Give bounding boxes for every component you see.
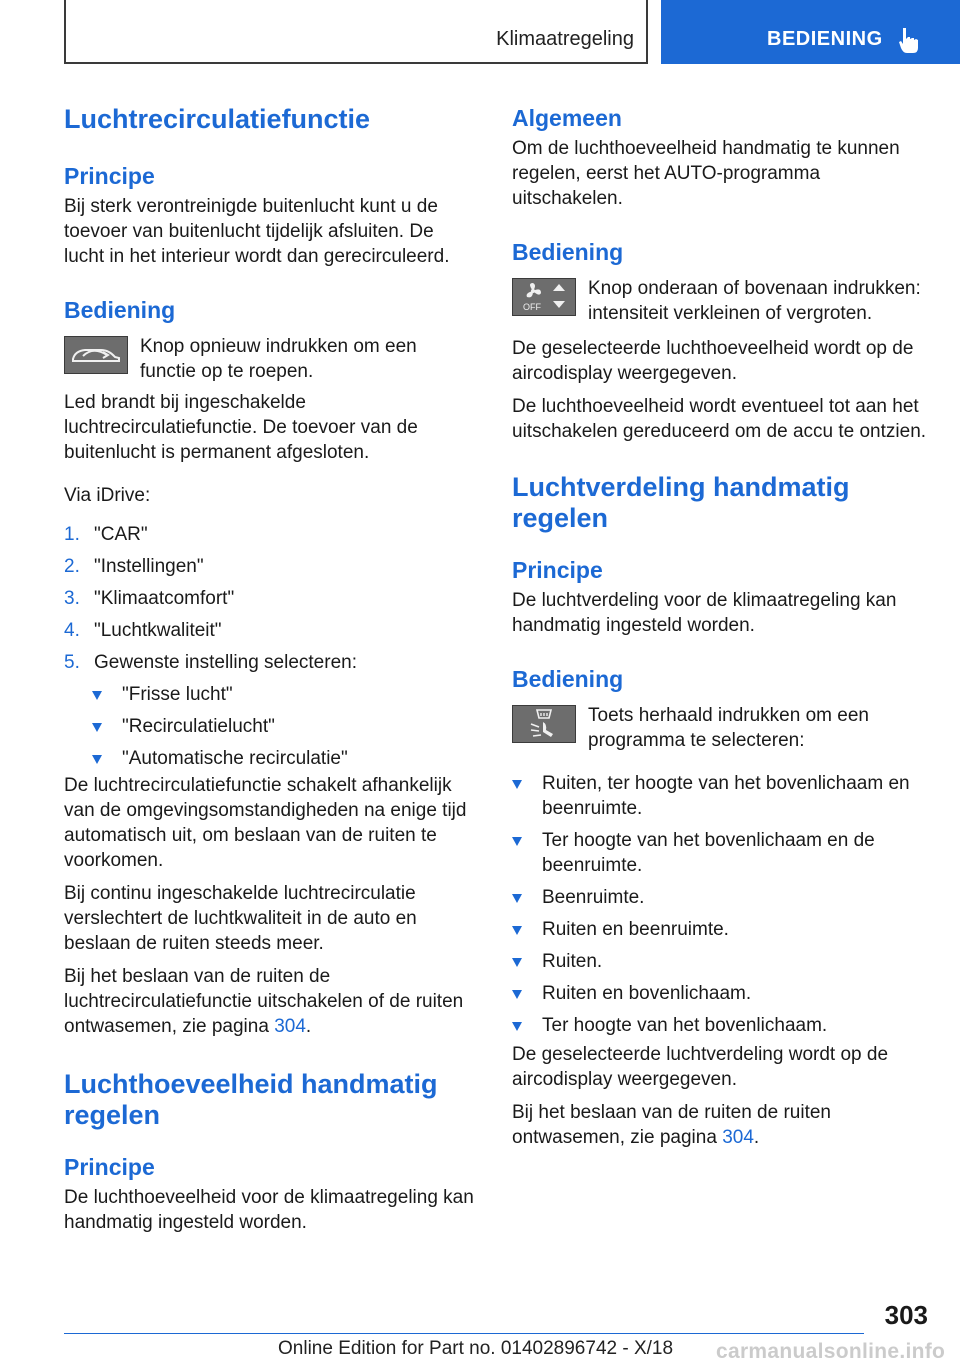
watermark: carmanualsonline.info (716, 1340, 946, 1363)
subheading-bediening-distribution: Bediening (512, 666, 624, 692)
fan-off-label: OFF (523, 302, 541, 312)
distribution-control (512, 703, 928, 759)
list-item: 3. "Klimaatcomfort" (64, 588, 235, 609)
list-item: 1. "CAR" (64, 524, 148, 545)
bullet-triangle-icon (92, 691, 102, 700)
section-title-recirculation: Luchtrecirculatiefunctie (64, 104, 371, 134)
list-item: Ruiten, ter hoogte van het bovenlichaam en beenruimte. (512, 771, 928, 821)
left-column (64, 98, 476, 1235)
list-item: Ruiten en bovenlichaam. (512, 981, 928, 1006)
bullet-triangle-icon (512, 780, 522, 789)
list-item: 2. "Instellingen" (64, 556, 204, 577)
air-distribution-button-icon (512, 705, 576, 743)
distribution-display-text: De geselecteerde luchtverdeling wordt op de aircodisplay weergegeven. (512, 1044, 889, 1090)
subheading-principe-2: Principe (64, 1154, 155, 1180)
program-list (512, 771, 928, 1038)
recirculation-control (64, 334, 476, 390)
list-item: Beenruimte. (512, 885, 928, 910)
subheading-bediening: Bediening (64, 297, 176, 323)
recirculation-button-icon (64, 336, 128, 374)
bullet-triangle-icon (512, 958, 522, 967)
subheading-bediening-fan: Bediening (512, 239, 624, 265)
distribution-button-text: Toets herhaald indrukken om een programma te selecteren: (588, 705, 869, 751)
led-text: Led brandt bij ingeschakelde luchtrecirculatiefunctie. De toevoer van de buitenlucht is permanent afgesloten. (64, 392, 418, 463)
footer-edition-text: Online Edition for Part no. 01402896742 - X/18 (278, 1338, 674, 1359)
page-number: 303 (884, 1300, 928, 1330)
list-item: Ter hoogte van het bovenlichaam en de beenruimte. (512, 828, 928, 878)
bullet-triangle-icon (512, 926, 522, 935)
page-link[interactable]: 304 (274, 1016, 306, 1037)
subheading-algemeen: Algemeen (512, 105, 622, 131)
list-item: "Frisse lucht" (64, 682, 476, 707)
auto-off-text: De luchtrecirculatiefunctie schakelt afhankelijk van de omgevingsomstandigheden na enige tijd automatisch uit, om beslaan van de ruiten te voorkomen. (64, 775, 467, 871)
fan-control (512, 276, 928, 332)
idrive-steps (64, 522, 476, 675)
idrive-text: Via iDrive: (64, 485, 151, 506)
section-title-air-distribution: Luchtverdeling handmatig regelen (512, 472, 850, 533)
bullet-triangle-icon (92, 755, 102, 764)
footer-divider (64, 1333, 864, 1334)
recirculation-button-text: Knop opnieuw indrukken om een functie op te roepen. (140, 336, 417, 382)
list-item: "Recirculatielucht" (64, 714, 476, 739)
fan-reduce-text: De luchthoeveelheid wordt eventueel tot aan het uitschakelen gereduceerd om de accu te ontzien. (512, 396, 927, 442)
principe-text: Bij sterk verontreinigde buitenlucht kunt u de toevoer van buitenlucht tijdelijk afsluiten. De lucht in het interieur wordt dan gerecirculeerd. (64, 196, 450, 267)
header-chapter-tab[interactable] (661, 0, 960, 64)
list-item: Ruiten en beenruimte. (512, 917, 928, 942)
fan-button-icon (512, 278, 576, 316)
list-item: Ter hoogte van het bovenlichaam. (512, 1013, 928, 1038)
bullet-triangle-icon (512, 1022, 522, 1031)
list-item: Ruiten. (512, 949, 928, 974)
continuous-text: Bij continu ingeschakelde luchtrecirculatie verslechtert de luchtkwaliteit in de auto en beslaan de ruiten steeds meer. (64, 883, 417, 954)
principe-text-3: De luchtverdeling voor de klimaatregeling kan handmatig ingesteld worden. (512, 590, 897, 636)
section-title-air-quantity: Luchthoeveelheid handmatig regelen (64, 1069, 438, 1130)
page-link[interactable]: 304 (722, 1127, 754, 1148)
right-column (512, 98, 928, 1150)
bullet-triangle-icon (512, 894, 522, 903)
distribution-fog-text: Bij het beslaan van de ruiten de ruiten ontwasemen, zie pagina 304. (512, 1102, 831, 1148)
subheading-principe-3: Principe (512, 557, 603, 583)
list-item: 4. "Luchtkwaliteit" (64, 620, 222, 641)
list-item: 5. Gewenste instelling selecteren: (64, 652, 357, 673)
header-section-title: Klimaatregeling (496, 28, 634, 50)
pointing-hand-icon (897, 26, 921, 54)
bullet-triangle-icon (512, 837, 522, 846)
fan-display-text: De geselecteerde luchthoeveelheid wordt op de aircodisplay weergegeven. (512, 338, 914, 384)
bullet-triangle-icon (92, 723, 102, 732)
fog-text: Bij het beslaan van de ruiten de luchtrecirculatiefunctie uitschakelen of de ruiten ontwasemen, zie pagina 304. (64, 966, 464, 1037)
option-list (64, 682, 476, 771)
principe-text-2: De luchthoeveelheid voor de klimaatregeling kan handmatig ingesteld worden. (64, 1187, 474, 1233)
fan-button-text: Knop onderaan of bovenaan indrukken: intensiteit verkleinen of vergroten. (588, 278, 921, 324)
chapter-tab-label: BEDIENING (767, 28, 883, 50)
list-item: "Automatische recirculatie" (64, 746, 476, 771)
subheading-principe: Principe (64, 163, 155, 189)
algemeen-text: Om de luchthoeveelheid handmatig te kunnen regelen, eerst het AUTO-programma uitschakelen. (512, 138, 900, 209)
bullet-triangle-icon (512, 990, 522, 999)
